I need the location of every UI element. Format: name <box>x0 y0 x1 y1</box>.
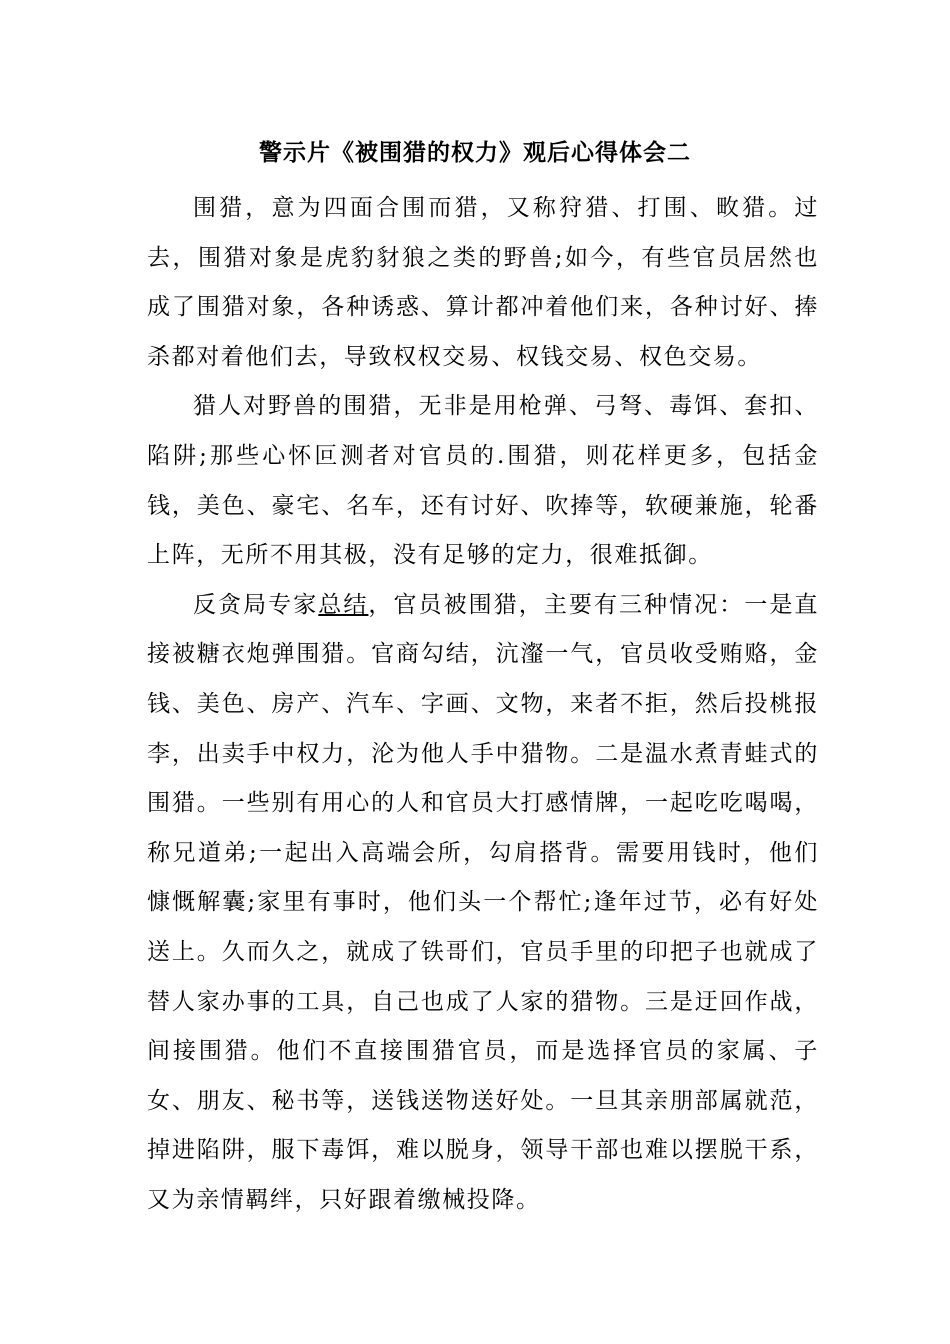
paragraph-2: 猎人对野兽的围猎，无非是用枪弹、弓弩、毒饵、套扣、陷阱;那些心怀叵测者对官员的.围猎，则花样更多，包括金钱，美色、豪宅、名车，还有讨好、吹捧等，软硬兼施，轮番上阵，无所不用其极，没有足够的定力，很难抵御。 <box>147 393 819 569</box>
paragraph-1: 围猎，意为四面合围而猎，又称狩猎、打围、畋猎。过去，围猎对象是虎豹豺狼之类的野兽;如今，有些官员居然也成了围猎对象，各种诱惑、算计都冲着他们来，各种讨好、捧杀都对着他们去，导致权权交易、权钱交易、权色交易。 <box>147 195 819 370</box>
document-title: 警示片《被围猎的权力》观后心得体会二 <box>259 139 691 166</box>
paragraph-3 <box>147 581 819 1226</box>
summary-link[interactable]: 总结 <box>318 591 369 618</box>
document-body <box>147 184 819 1225</box>
paragraph-3-prefix: 反贪局专家 <box>193 591 319 618</box>
paragraph-3-text: ，官员被围猎，主要有三种情况：一是直接被糖衣炮弹围猎。官商勾结，沆瀣一气，官员收受贿赂，金钱、美色、房产、汽车、字画、文物，来者不拒，然后投桃报李，出卖手中权力，沦为他人手中猎物。二是温水煮青蛙式的围猎。一些别有用心的人和官员大打感情牌，一起吃吃喝喝，称兄道弟;一起出入高端会所，勾肩搭背。需要用钱时，他们慷慨解囊;家里有事时，他们头一个帮忙;逢年过节，必有好处送上。久而久之，就成了铁哥们，官员手里的印把子也就成了替人家办事的工具，自己也成了人家的猎物。三是迂回作战，间接围猎。他们不直接围猎官员，而是选择官员的家属、子女、朋友、秘书等，送钱送物送好处。一旦其亲朋部属就范，掉进陷阱，服下毒饵，难以脱身，领导干部也难以摆脱干系，又为亲情羁绊，只好跟着缴械投降。 <box>147 591 820 1213</box>
